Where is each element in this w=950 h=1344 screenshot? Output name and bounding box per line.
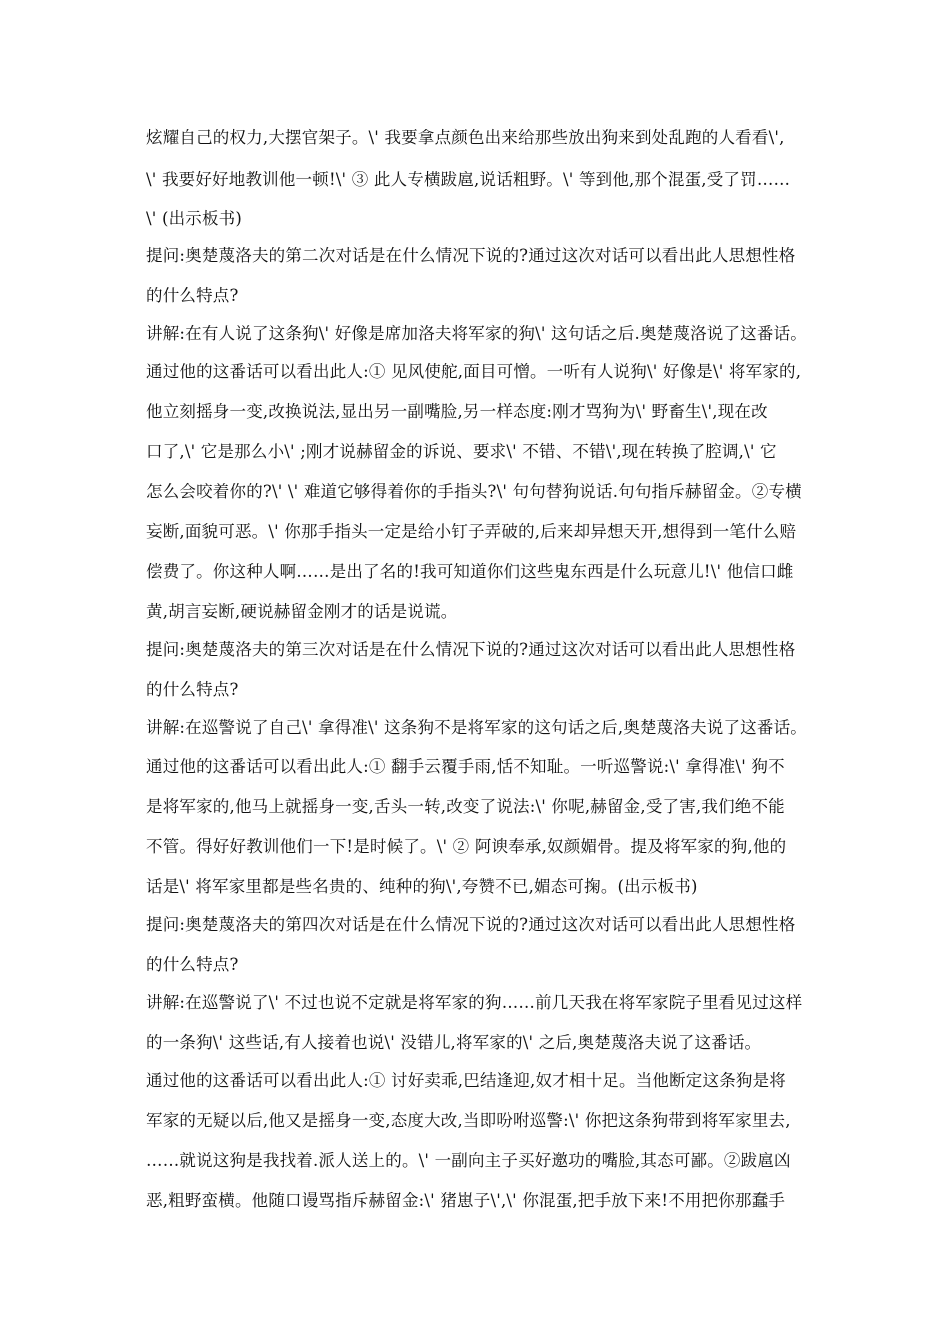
- explanation-line: 讲解:在巡警说了\' 不过也说不定就是将军家的狗……前几天我在将军家院子里看见过这样: [146, 993, 803, 1012]
- explanation-line: 讲解:在有人说了这条狗\' 好像是席加洛夫将军家的狗\' 这句话之后.奥楚蔑洛说了这番话。: [146, 324, 807, 343]
- question-line: 提问:奥楚蔑洛夫的第二次对话是在什么情况下说的?通过这次对话可以看出此人思想性格: [146, 246, 796, 265]
- text-line: 是将军家的,他马上就摇身一变,舌头一转,改变了说法:\' 你呢,赫留金,受了害,我们绝不能: [146, 797, 785, 816]
- text-line: 的什么特点?: [146, 955, 239, 974]
- text-line: 炫耀自己的权力,大摆官架子。\' 我要拿点颜色出来给那些放出狗来到处乱跑的人看看\',: [146, 128, 785, 147]
- text-line: 的什么特点?: [146, 286, 239, 305]
- text-line: 黄,胡言妄断,硬说赫留金刚才的话是说谎。: [146, 602, 458, 621]
- text-line: 恶,粗野蛮横。他随口谩骂指斥赫留金:\' 猪崽子\',\' 你混蛋,把手放下来!不用把你那蠢手: [146, 1191, 786, 1210]
- text-line: 口了,\' 它是那么小\' ;刚才说赫留金的诉说、要求\' 不错、不错\',现在转换了腔调,\' 它: [146, 442, 777, 461]
- text-line: \' 我要好好地教训他一顿!\' ③ 此人专横跋扈,说话粗野。\' 等到他,那个混蛋,受了罚……: [146, 170, 791, 189]
- text-line: 不管。得好好教训他们一下!是时候了。\' ② 阿谀奉承,奴颜媚骨。提及将军家的狗,他的: [146, 837, 787, 856]
- text-line: 他立刻摇身一变,改换说法,显出另一副嘴脸,另一样态度:刚才骂狗为\' 野畜生\',现在改: [146, 402, 768, 421]
- question-line: 提问:奥楚蔑洛夫的第四次对话是在什么情况下说的?通过这次对话可以看出此人思想性格: [146, 915, 796, 934]
- text-line: 通过他的这番话可以看出此人:① 讨好卖乖,巴结逢迎,奴才相十足。当他断定这条狗是将: [146, 1071, 786, 1090]
- text-line: \' (出示板书): [146, 209, 243, 228]
- text-line: 的一条狗\' 这些话,有人接着也说\' 没错儿,将军家的\' 之后,奥楚蔑洛夫说了这番话。: [146, 1033, 762, 1052]
- text-line: 话是\' 将军家里都是些名贵的、纯种的狗\',夸赞不已,媚态可掬。(出示板书): [146, 877, 698, 896]
- question-line: 提问:奥楚蔑洛夫的第三次对话是在什么情况下说的?通过这次对话可以看出此人思想性格: [146, 640, 796, 659]
- text-line: 妄断,面貌可恶。\' 你那手指头一定是给小钉子弄破的,后来却异想天开,想得到一笔什么赔: [146, 522, 797, 541]
- text-line: 通过他的这番话可以看出此人:① 翻手云覆手雨,恬不知耻。一听巡警说:\' 拿得准\' 狗不: [146, 757, 785, 776]
- text-line: 通过他的这番话可以看出此人:① 见风使舵,面目可憎。一听有人说狗\' 好像是\' 将军家的,: [146, 362, 802, 381]
- text-line: 怎么会咬着你的?\' \' 难道它够得着你的手指头?\' 句句替狗说话.句句指斥赫留金。②专横: [146, 482, 802, 501]
- text-line: ……就说这狗是我找着.派人送上的。\' 一副向主子买好邀功的嘴脸,其态可鄙。②跋扈凶: [146, 1151, 791, 1170]
- explanation-line: 讲解:在巡警说了自己\' 拿得准\' 这条狗不是将军家的这句话之后,奥楚蔑洛夫说了这番话。: [146, 718, 807, 737]
- text-line: 的什么特点?: [146, 680, 239, 699]
- text-line: 军家的无疑以后,他又是摇身一变,态度大改,当即吩咐巡警:\' 你把这条狗带到将军家里去,: [146, 1111, 791, 1130]
- text-line: 偿费了。你这种人啊……是出了名的!我可知道你们这些鬼东西是什么玩意儿!\' 他信口雌: [146, 562, 794, 581]
